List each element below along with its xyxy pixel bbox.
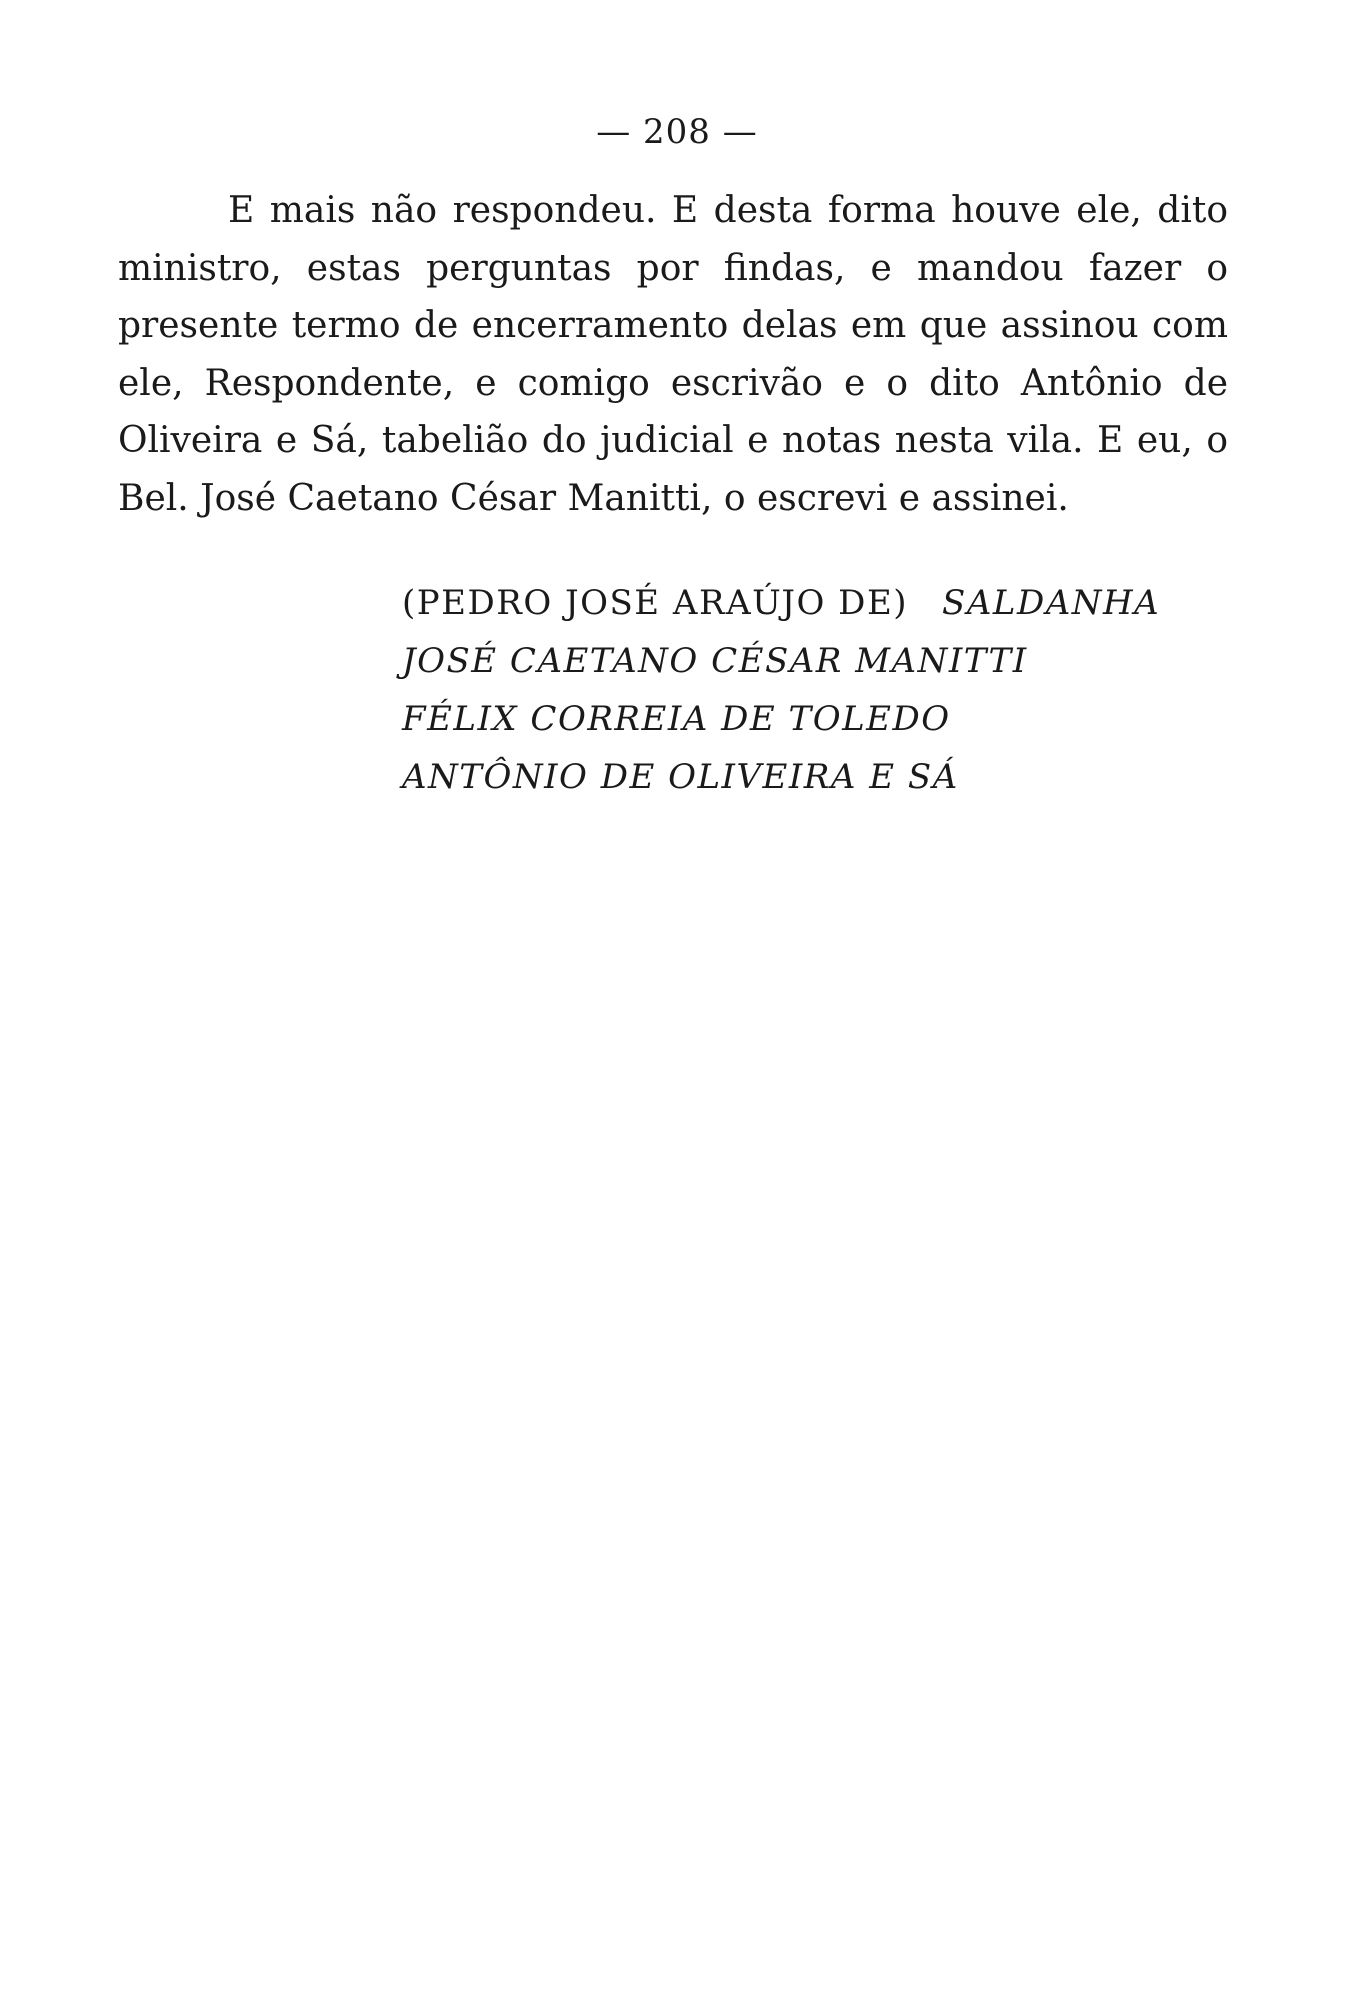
signature-manitti [402, 632, 1160, 690]
signature-oliveira [402, 748, 1160, 806]
signature-toledo [402, 690, 1160, 748]
paragraph: E mais não respondeu. E desta forma houve ele, dito ministro, estas perguntas por findas, e mandou fazer o presente termo de encerramento delas em que assinou com ele, Respondente, e comigo escrivão e o dito Antônio de Oliveira e Sá, tabelião do judicial e notas nesta vila. E eu, o Bel. José Caetano César Manitti, o escrevi e assinei. [118, 190, 1228, 519]
signature-name: SALDANHA [942, 583, 1161, 623]
signature-name: JOSÉ CAETANO CÉSAR MANITTI [402, 641, 1028, 681]
signature-prefix: (PEDRO JOSÉ ARAÚJO DE) [402, 583, 909, 623]
body-text [118, 182, 1228, 527]
page-number: — 208 — [596, 112, 758, 152]
signature-name: ANTÔNIO DE OLIVEIRA E SÁ [402, 757, 959, 797]
signature-saldanha [402, 574, 1160, 632]
signature-name: FÉLIX CORREIA DE TOLEDO [402, 699, 951, 739]
signature-block [402, 574, 1160, 806]
